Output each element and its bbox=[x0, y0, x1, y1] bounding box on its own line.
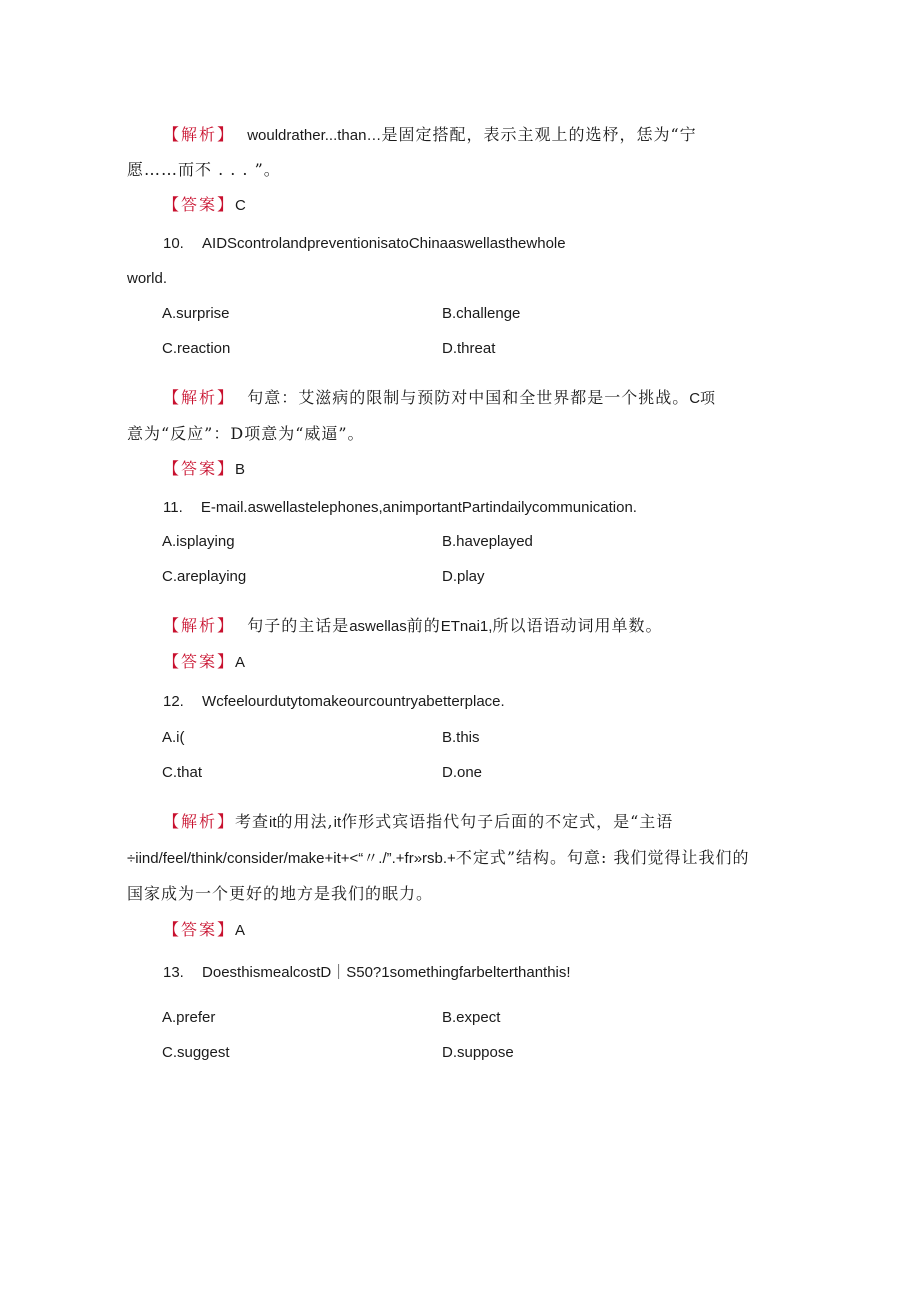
answer-label: 【答案】 bbox=[163, 920, 236, 939]
q12-number: 12. bbox=[163, 693, 184, 710]
q12-answer-value: A bbox=[235, 922, 246, 939]
q13-option-d: D.suppose bbox=[442, 1044, 514, 1061]
answer-label: 【答案】 bbox=[163, 459, 236, 478]
q11-answer-value: A bbox=[235, 654, 246, 671]
q12-option-c: C.that bbox=[162, 764, 203, 781]
q13-option-a: A.prefer bbox=[162, 1009, 216, 1026]
q12-analysis-line3: 国家成为一个更好的地方是我们的眠力。 bbox=[127, 884, 434, 903]
q12-stem bbox=[163, 692, 505, 712]
q12-option-d: D.one bbox=[442, 764, 483, 781]
q9-answer bbox=[163, 195, 246, 216]
q10-answer bbox=[163, 459, 245, 480]
q12-analysis-part-b: it bbox=[269, 814, 277, 831]
q10-stem-line2: world. bbox=[127, 270, 168, 287]
q10-stem bbox=[163, 234, 566, 254]
q12-analysis-part-e: 作形式宾语指代句子后面的不定式，是“主语 bbox=[341, 812, 674, 831]
q10-analysis bbox=[163, 388, 715, 409]
q13-number: 13. bbox=[163, 964, 184, 981]
q10-analysis-zh: 句意：艾滋病的限制与预防对中国和全世界都是一个挑战。 bbox=[247, 388, 690, 407]
q10-analysis-line2: 意为“反应”：D项意为“威逼”。 bbox=[127, 424, 365, 443]
q10-option-c: C.reaction bbox=[162, 340, 231, 357]
q12-option-b: B.this bbox=[442, 729, 480, 746]
q11-stem-text: E-mail.aswellastelephones,animportantPartindailycommunication. bbox=[200, 499, 637, 516]
q12-analysis bbox=[163, 812, 673, 833]
q11-analysis-part-e: 所以语语动词用单数。 bbox=[492, 616, 663, 635]
q13-option-c: C.suggest bbox=[162, 1044, 230, 1061]
q11-option-c: C.areplaying bbox=[162, 568, 247, 585]
q12-answer bbox=[163, 920, 245, 941]
q11-analysis-part-c: 前的 bbox=[406, 616, 441, 635]
q12-analysis-part-a: 考查 bbox=[235, 812, 270, 831]
q11-number: 11. bbox=[163, 499, 183, 516]
q12-option-a: A.i( bbox=[162, 729, 185, 746]
q12-analysis-line2 bbox=[127, 848, 749, 869]
q12-stem-text: Wcfeelourdutytomakeourcountryabetterplace. bbox=[202, 693, 505, 710]
q11-analysis-part-a: 句子的主话是 bbox=[247, 616, 350, 635]
q11-option-b: B.haveplayed bbox=[442, 533, 533, 550]
q11-analysis bbox=[163, 616, 662, 637]
answer-label: 【答案】 bbox=[163, 652, 236, 671]
analysis-label: 【解析】 bbox=[163, 616, 236, 635]
q11-answer bbox=[163, 652, 245, 673]
q12-analysis-part-c: 的用法, bbox=[276, 812, 334, 831]
q11-analysis-part-d: ETnai1, bbox=[440, 618, 493, 635]
q12-analysis-line2-en: ÷iind/feel/think/consider/make+it+<“〃./”.+fr»rsb.+ bbox=[127, 850, 456, 867]
q13-stem bbox=[163, 963, 571, 983]
q9-analysis-line2: 愿……而不 . . . ”。 bbox=[127, 160, 281, 179]
q9-analysis-zh: 是固定搭配，表示主观上的选杼，恁为“宁 bbox=[381, 125, 697, 144]
q13-option-b: B.expect bbox=[442, 1009, 501, 1026]
q11-analysis-part-b: aswellas bbox=[349, 618, 407, 635]
q10-analysis-en: C项 bbox=[689, 390, 716, 407]
analysis-label: 【解析】 bbox=[163, 812, 236, 831]
q10-option-a: A.surprise bbox=[162, 305, 230, 322]
q10-option-b: B.challenge bbox=[442, 305, 521, 322]
q9-analysis-en: wouldrather...than… bbox=[247, 127, 382, 144]
q11-option-d: D.play bbox=[442, 568, 485, 585]
q12-analysis-part-d: it bbox=[333, 814, 342, 831]
answer-label: 【答案】 bbox=[163, 195, 236, 214]
q10-stem-text: AIDScontrolandpreventionisatoChinaaswellasthewhole bbox=[202, 235, 566, 252]
q10-number: 10. bbox=[163, 235, 184, 252]
q13-stem-text: DoesthismealcostD｜S50?1somethingfarbelterthanthis! bbox=[202, 964, 571, 981]
q11-stem bbox=[163, 498, 637, 518]
analysis-label: 【解析】 bbox=[163, 388, 236, 407]
q10-option-d: D.threat bbox=[442, 340, 496, 357]
q9-answer-value: C bbox=[235, 197, 246, 214]
analysis-label: 【解析】 bbox=[163, 125, 236, 144]
q12-analysis-line2-zh: 不定式”结构。句意: 我们觉得让我们的 bbox=[455, 848, 750, 867]
q9-analysis bbox=[163, 125, 697, 146]
q10-answer-value: B bbox=[235, 461, 246, 478]
q11-option-a: A.isplaying bbox=[162, 533, 235, 550]
